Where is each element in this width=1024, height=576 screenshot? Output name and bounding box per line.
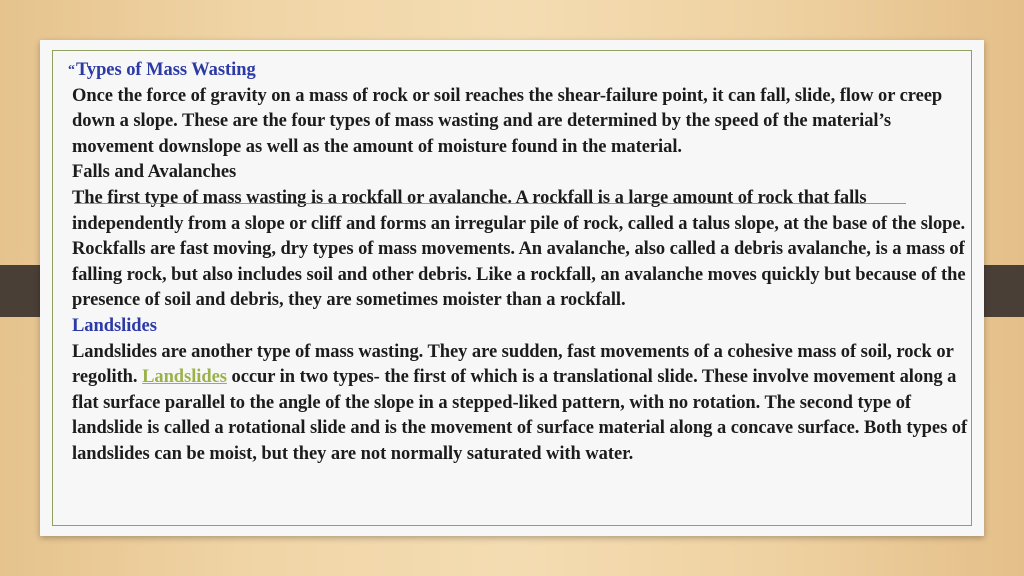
intro-paragraph: Once the force of gravity on a mass of rock or soil reaches the shear-failure point, it can fall, slide, flow or creep down a slope. These are the four types of mass wasting and are determined by the speed of the material’s movement downslope as well as the amount of moisture found in the material. [72,85,943,157]
left-decor-bar [0,265,42,317]
landslides-link[interactable]: Landslides [142,367,227,388]
landslides-text-1: Landslides are another type of mass wasting. They are sudden, fast movements of a cohesive mass of soil, rock or regolith. [72,341,954,388]
title-line [68,58,972,84]
quote-mark: “ [68,63,75,78]
falls-paragraph: The first type of mass wasting is a rockfall or avalanche. A rockfall is a large amount of rock that falls independently from a slope or cliff and forms an irregular pile of rock, called a talus slope, at the base of the slope. Rockfalls are fast moving, dry types of mass movements. An avalanche, also called a debris avalanche, is a mass of falling rock, but also includes soil and other debris. Like a rockfall, an avalanche moves quickly but because of the presence of soil and debris, they are sometimes moister than a rockfall. [72,187,966,311]
landslides-text-2: occur in two types- the first of which is a translational slide. These involve movement along a flat surface parallel to the angle of the slope in a stepped-liked pattern, with no rotation. The second type of landslide is called a rotational slide and is the movement of surface material along a concave surface. Both types of landslides can be moist, but they are not normally saturated with water. [72,367,968,464]
landslides-heading: Landslides [72,315,157,336]
heading-underline-rule [74,203,906,204]
landslides-paragraph [72,340,972,468]
slide-text [68,58,972,468]
slide-title: Types of Mass Wasting [75,60,256,80]
falls-heading: Falls and Avalanches [72,162,237,183]
slide-card [40,40,984,536]
